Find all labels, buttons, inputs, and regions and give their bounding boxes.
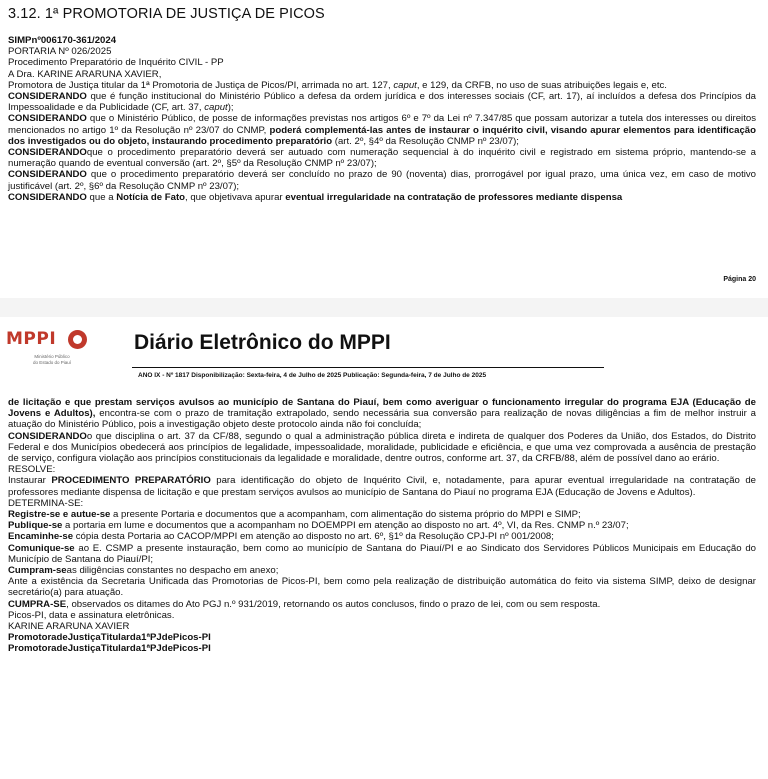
determina-label: DETERMINA-SE:	[8, 497, 84, 509]
prosecutor-name: A Dra. KARINE ARARUNA XAVIER,	[8, 68, 162, 80]
instaurar-paragraph: Instaurar PROCEDIMENTO PREPARATÓRIO para identificação do objeto de Inquérito Civil, e, notadamente, para apurar eventual irregularidade na contratação de professores mediante dispensa de licitação e que prestam serviços avulsos ao município de Santana do Piauí no programa EJA (Educação de Jovens e Adultos).	[8, 475, 756, 498]
signer-role-repeat: PromotoradeJustiçaTitularda1ªPJdePicos-PI	[8, 643, 211, 655]
logo-subtitle: Ministério Público do Estado do Piauí	[32, 354, 72, 365]
portaria-body	[8, 35, 756, 203]
considerando-5: CONSIDERANDO que a Notícia de Fato, que objetivava apurar eventual irregularidade na contratação de professores mediante dispensa	[8, 191, 623, 203]
edition-info: ANO IX - Nº 1817 Disponibilização: Sexta-feira, 4 de Julho de 2025 Publicação: Segunda-feira, 7 de Julho de 2025	[138, 372, 487, 379]
logo-wordmark: MPPI	[6, 329, 57, 349]
continuation-paragraph: de licitação e que prestam serviços avulsos ao município de Santana do Piauí, bem como averiguar o funcionamento irregular do programa EJA (Educação de Jovens e Adultos), encontra-se com o prazo de tramitação extrapolado, sendo necessária sua conversão para realização de novas diligências a fim de melhor instruir a atuação do Ministério Público, pois a investigação objeto deste protocolo ainda não foi concluída;	[8, 397, 756, 431]
simp-number: SIMPnº006170-361/2024	[8, 35, 117, 46]
considerando-6: CONSIDERANDOo que disciplina o art. 37 da CF/88, segundo o qual a administração pública direta e indireta de qualquer dos Poderes da União, dos Estados, do Distrito Federal e dos Municípios obedecerá aos princípios de legalidade, impessoalidade, moralidade, publicidade e eficiência, e que uma vez comprovada a ausência de prestação de serviço, configura violação aos princípios constitucionais da legalidade e moralidade, dentre outros, conforme art. 37, da CRFB/88, além de possível dano ao erário.	[8, 430, 756, 465]
prosecutor-paragraph: Promotora de Justiça titular da 1ª Promotoria de Justiça de Picos/PI, arrimada no art. 127, caput, e 129, da CRFB, no uso de suas atribuições legais e, etc.	[8, 79, 667, 91]
mppi-logo	[6, 327, 92, 375]
document-page-bottom	[0, 317, 768, 779]
considerando-3: CONSIDERANDOque o procedimento preparatório deverá ser autuado com numeração sequencial à do inquérito civil e registrado em sistema próprio, mantendo-se a numeração quando de eventual conversão (art. 2º, §5º da Resolução CNMP nº 23/07);	[8, 147, 756, 170]
seal-icon	[68, 330, 87, 349]
considerando-1: CONSIDERANDO que é função institucional do Ministério Público a defesa da ordem jurídica e dos interesses sociais (CF, art. 17), aí incluídos a defesa dos Princípios da Impessoalidade e da Publicidade (CF, art. 37, caput);	[8, 91, 756, 114]
considerando-2: CONSIDERANDO que o Ministério Público, de posse de informações previstas nos artigos 6º e 7º da Lei nº 7.347/85 que possam autorizar a tutela dos interesses ou direitos mencionados no artigo 1º da Resolução nº 23/07 do CNMP, poderá complementá-las antes de instaurar o inquérito civil, visando apurar elementos para identificação dos investigados ou do objeto, instaurando procedimento preparatório (art. 2º, §4º da Resolução CNMP nº 23/07);	[8, 113, 756, 147]
determination-4: Comunique-se ao E. CSMP a presente instauração, bem como ao município de Santana do Piauí/PI e ao Sindicato dos Servidores Públicos Municipais em Educação do Município de Santana do Piauí/PI;	[8, 542, 756, 565]
resolve-label: RESOLVE:	[8, 464, 56, 476]
masthead-divider	[132, 367, 604, 368]
determination-3: Encaminhe-se cópia desta Portaria ao CACOP/MPPI em atenção ao disposto no art. 6º, §1º da Resolução CPJ-PI nº 001/2008;	[8, 531, 554, 543]
considerando-4: CONSIDERANDO que o procedimento preparatório deverá ser concluído no prazo de 90 (noventa) dias, prorrogável por igual prazo, uma única vez, em caso de motivo justificável (art. 2º, §6º da Resolução CNMP nº 23/07);	[8, 169, 756, 192]
journal-title: Diário Eletrônico do MPPI	[134, 331, 391, 354]
document-page-top	[0, 0, 768, 298]
determination-7: CUMPRA-SE, observados os ditames do Ato PGJ n.º 931/2019, retornando os autos conclusos, findo o prazo de lei, com ou sem resposta.	[8, 598, 601, 610]
portaria-body-continued	[8, 397, 756, 655]
determination-2: Publique-se a portaria em lume e documentos que a acompanham no DOEMPPI em atenção ao disposto no art. 4º, VI, da Res. CNMP n.º 23/07;	[8, 520, 629, 532]
procedure-type: Procedimento Preparatório de Inquérito CIVIL - PP	[8, 57, 224, 69]
determination-6: Ante a existência da Secretaria Unificada das Promotorias de Picos-PI, bem como pela realização de distribuição automática do feito via sistema SIMP, deixo de designar secretário(a) para atuação.	[8, 576, 756, 599]
signer-name: KARINE ARARUNA XAVIER	[8, 621, 130, 633]
determination-5: Cumpram-seas diligências constantes no despacho em anexo;	[8, 565, 279, 577]
place-date: Picos-PI, data e assinatura eletrônicas.	[8, 609, 175, 621]
signer-role: PromotoradeJustiçaTitularda1ªPJdePicos-PI	[8, 632, 211, 644]
section-title: 3.12. 1ª PROMOTORIA DE JUSTIÇA DE PICOS	[8, 6, 325, 22]
portaria-number: PORTARIA Nº 026/2025	[8, 46, 112, 58]
determination-1: Registre-se e autue-se a presente Portaria e documentos que a acompanham, com alimentação do sistema próprio do MPPI e SIMP;	[8, 509, 581, 521]
page-number: Página 20	[723, 276, 756, 283]
